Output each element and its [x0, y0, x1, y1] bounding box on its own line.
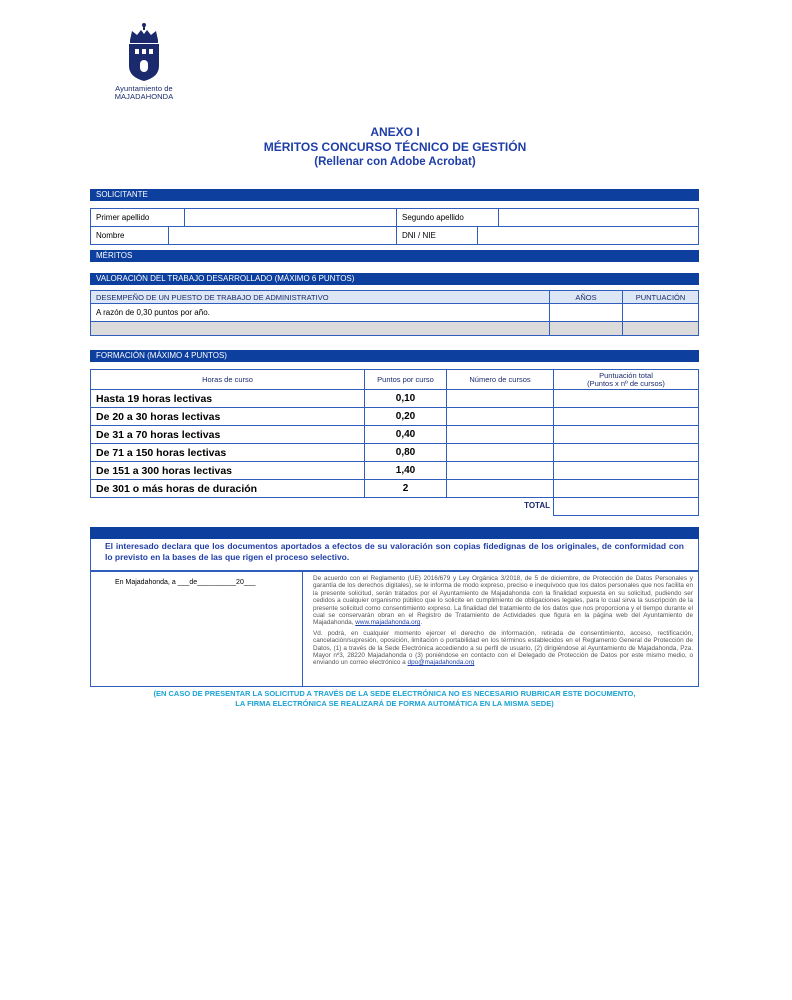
section-valoracion: VALORACIÓN DEL TRABAJO DESARROLLADO (MÁXIMO 6 PUNTOS) — [90, 273, 699, 285]
note-line-2: LA FIRMA ELECTRÓNICA SE REALIZARÁ DE FORMA AUTOMÁTICA EN LA MISMA SEDE) — [235, 699, 554, 708]
col-total-line2: (Puntos x nº de cursos) — [587, 378, 665, 388]
data-protection-paragraph-1: De acuerdo con el Reglamento (UE) 2016/679 y Ley Orgánica 3/2018, de 5 de diciembre, de Protección de Datos Personales y garantía de los derechos digitales), se le informa de modo expreso, preciso e inequívoco que los datos personales que nos facilita en la presente solicitud, serán tratados por el Ayuntamiento de Majadahonda con la finalidad expuesta en su solicitud, pudiendo ser cedidos a cualquier organismo público que lo solicite en cumplimiento de obligaciones legales, para lo cual sirva la suscripción de la presente solicitud como consentimiento expreso. La finalidad del tratamiento de los datos que nos proporciona y el tiempo durante el cual se conservarán obran en el Registro de Tratamiento de Actividades que figura en la página web del Ayuntamiento de Majadahonda, www.majadahonda.org. — [313, 575, 693, 627]
puntuacion-total-field[interactable] — [554, 426, 699, 444]
data-protection-text-1: De acuerdo con el Reglamento (UE) 2016/679 y Ley Orgánica 3/2018, de 5 de diciembre, de Protección de Datos Personales y garantía de los derechos digitales), se le informa de modo expreso, preciso e inequívoco que los datos personales que nos facilita en la presente solicitud, serán tratados por el Ayuntamiento de Majadahonda con la finalidad expuesta en su solicitud, pudiendo ser cedidos a cualquier organismo público que lo solicite en cumplimiento de obligaciones legales, para lo cual sirva la suscripción de la presente solicitud como consentimiento expreso. La finalidad del tratamiento de los datos que nos proporciona y el tiempo durante el cual se conservarán obran en el Registro de Tratamiento de Actividades que figura en la página web del Ayuntamiento de Majadahonda, — [313, 575, 693, 627]
applicant-table — [90, 208, 699, 227]
numero-cursos-field[interactable] — [447, 408, 554, 426]
horas-cell: De 20 a 30 horas lectivas — [91, 408, 365, 426]
label-nombre: Nombre — [91, 227, 169, 245]
data-protection-paragraph-2 — [313, 630, 693, 667]
puntos-cell: 0,10 — [365, 390, 447, 408]
logo-line-1: Ayuntamiento de — [115, 84, 173, 93]
puntuacion-total-field[interactable] — [554, 444, 699, 462]
puntos-cell: 0,40 — [365, 426, 447, 444]
title-main: MÉRITOS CONCURSO TÉCNICO DE GESTIÓN — [263, 140, 527, 154]
document-title — [90, 125, 700, 170]
logo-line-2: MAJADAHONDA — [114, 92, 174, 101]
numero-cursos-field[interactable] — [447, 390, 554, 408]
puntuacion-field[interactable] — [623, 304, 699, 322]
anos-field[interactable] — [550, 304, 623, 322]
puntos-cell: 1,40 — [365, 462, 447, 480]
table-row — [91, 408, 699, 426]
horas-cell: De 301 o más horas de duración — [91, 480, 365, 498]
table-row — [91, 322, 699, 336]
declaration-bar — [90, 527, 699, 539]
label-primer-apellido: Primer apellido — [91, 209, 185, 227]
horas-cell: Hasta 19 horas lectivas — [91, 390, 365, 408]
numero-cursos-field[interactable] — [447, 426, 554, 444]
col-puntos: Puntos por curso — [365, 370, 447, 390]
data-protection-notice — [313, 575, 693, 670]
primer-apellido-field[interactable] — [185, 209, 397, 227]
table-row — [91, 390, 699, 408]
municipality-logo — [104, 22, 184, 101]
training-table — [90, 369, 699, 498]
section-meritos: MÉRITOS — [90, 250, 699, 262]
table-row — [91, 462, 699, 480]
signature-area[interactable] — [91, 572, 303, 686]
puntuacion-total-field[interactable] — [554, 408, 699, 426]
col-total — [554, 370, 699, 390]
applicant-table-row2 — [90, 226, 699, 245]
section-formacion: FORMACIÓN (MÁXIMO 4 PUNTOS) — [90, 350, 699, 362]
segundo-apellido-field[interactable] — [499, 209, 699, 227]
website-link[interactable]: www.majadahonda.org — [355, 619, 421, 627]
puntuacion-total-field[interactable] — [554, 462, 699, 480]
col-puntuacion: PUNTUACIÓN — [623, 291, 699, 304]
work-valuation-table — [90, 290, 699, 336]
horas-cell: De 151 a 300 horas lectivas — [91, 462, 365, 480]
puntos-cell: 0,20 — [365, 408, 447, 426]
data-protection-text-2: Vd. podrá, en cualquier momento ejercer el derecho de información, retirada de consentimiento, acceso, rectificación, cancelación/supresión, oposición, limitación o portabilidad en los términos establecidos en el Reglamento General de Protección de Datos, (1) a través de la Sede Electrónica accediendo a su perfil de usuario, (2) dirigiéndose al Ayuntamiento de Majadahonda, Pza. Mayor nº3, 28220 Majadahonda o (3) poniéndose en contacto con el Delegado de Protección de Datos por este mismo medio, o enviando un correo electrónico a — [313, 629, 693, 667]
horas-cell: De 31 a 70 horas lectivas — [91, 426, 365, 444]
numero-cursos-field[interactable] — [447, 444, 554, 462]
title-annex: ANEXO I — [370, 125, 420, 139]
note-line-1: (EN CASO DE PRESENTAR LA SOLICITUD A TRAVÉS DE LA SEDE ELECTRÓNICA NO ES NECESARIO RUBRICAR ESTE DOCUMENTO, — [153, 689, 636, 698]
col-numero: Número de cursos — [447, 370, 554, 390]
castle-crown-icon — [126, 22, 162, 82]
col-anos: AÑOS — [550, 291, 623, 304]
total-label: TOTAL — [524, 501, 550, 510]
declaration-text: El interesado declara que los documentos aportados a efectos de su valoración son copias fidedignas de los originales, de conformidad con lo previsto en la bases de las que rigen el proceso selectivo. — [90, 539, 699, 571]
puntuacion-total-field[interactable] — [554, 480, 699, 498]
table-row — [91, 444, 699, 462]
puntuacion-total-field[interactable] — [554, 390, 699, 408]
horas-cell: De 71 a 150 horas lectivas — [91, 444, 365, 462]
nombre-field[interactable] — [169, 227, 397, 245]
signature-place-date: En Majadahonda, a ___de__________20___ — [115, 579, 256, 586]
signature-section — [90, 571, 699, 687]
puntos-cell: 0,80 — [365, 444, 447, 462]
dni-field[interactable] — [478, 227, 699, 245]
label-segundo-apellido: Segundo apellido — [397, 209, 499, 227]
section-solicitante: SOLICITANTE — [90, 189, 699, 201]
total-field[interactable] — [553, 497, 699, 516]
numero-cursos-field[interactable] — [447, 462, 554, 480]
label-dni: DNI / NIE — [397, 227, 478, 245]
electronic-signature-note — [90, 689, 699, 709]
col-total-line1: Puntuación total — [599, 370, 653, 380]
numero-cursos-field[interactable] — [447, 480, 554, 498]
table-row — [91, 480, 699, 498]
valuation-rate-text: A razón de 0,30 puntos por año. — [91, 304, 550, 322]
table-row — [91, 426, 699, 444]
col-puesto: DESEMPEÑO DE UN PUESTO DE TRABAJO DE ADMINISTRATIVO — [91, 291, 550, 304]
dpo-email-link[interactable]: dpo@majadahonda.org — [407, 659, 475, 667]
title-instructions: (Rellenar con Adobe Acrobat) — [314, 156, 476, 168]
puntos-cell: 2 — [365, 480, 447, 498]
col-horas: Horas de curso — [91, 370, 365, 390]
